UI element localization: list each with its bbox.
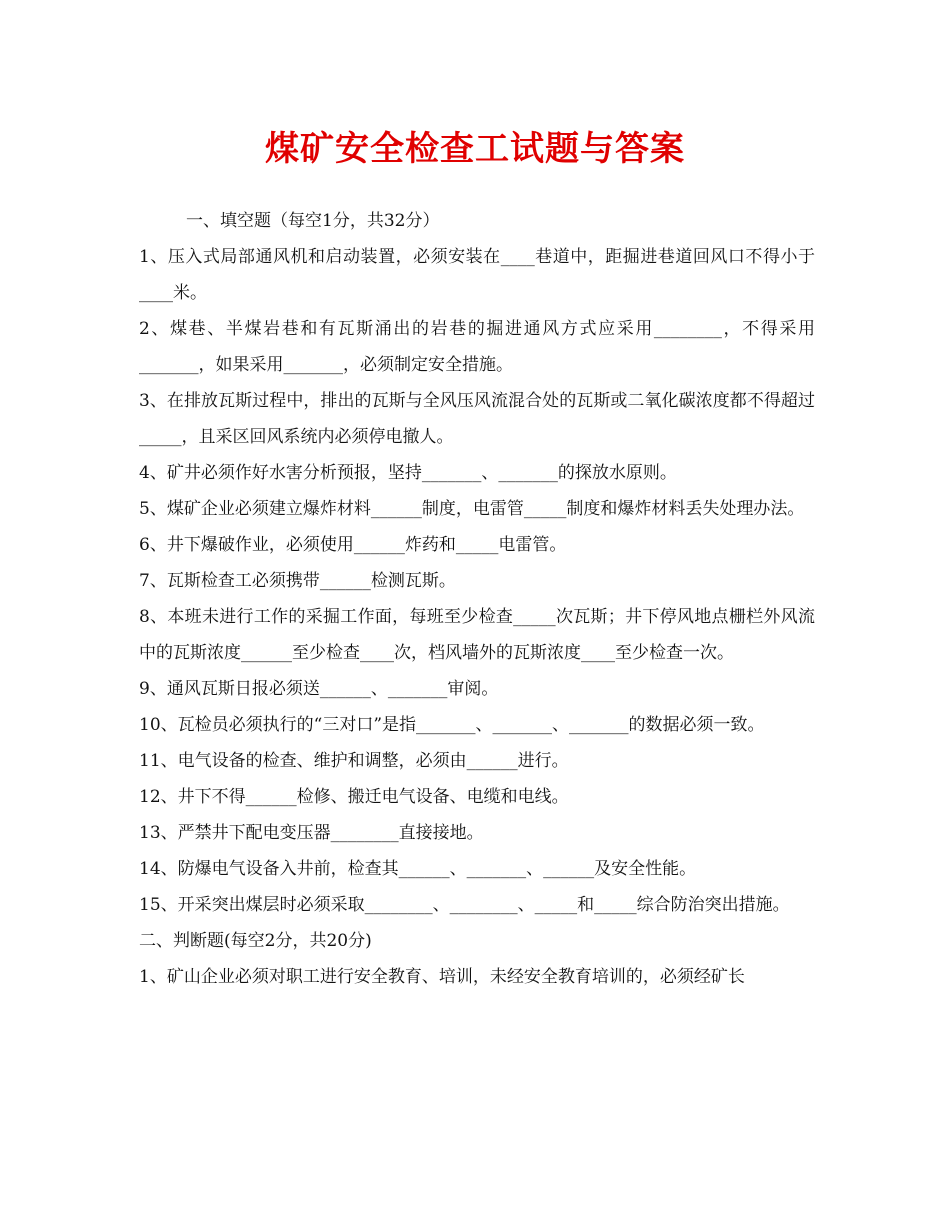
question-1: 1、压入式局部通风机和启动装置，必须安装在____巷道中，距掘进巷道回风口不得小于____米。 (139, 247, 815, 303)
document-body (139, 203, 815, 995)
question-15: 15、开采突出煤层时必须采取________、________、_____和_____综合防治突出措施。 (139, 895, 790, 915)
section-heading-fill-in: 一、填空题（每空1分，共32分） (186, 211, 440, 231)
question-9: 9、通风瓦斯日报必须送______、_______审阅。 (139, 679, 499, 699)
question-4: 4、矿井必须作好水害分析预报，坚持_______、_______的探放水原则。 (139, 463, 677, 483)
tf-question-1: 1、矿山企业必须对职工进行安全教育、培训，未经安全教育培训的，必须经矿长 (139, 967, 745, 987)
question-6: 6、井下爆破作业，必须使用______炸药和_____电雷管。 (139, 535, 567, 555)
question-13: 13、严禁井下配电变压器________直接接地。 (139, 823, 484, 843)
question-5: 5、煤矿企业必须建立爆炸材料______制度，电雷管_____制度和爆炸材料丢失处理办法。 (139, 499, 805, 519)
question-12: 12、井下不得______检修、搬迁电气设备、电缆和电线。 (139, 787, 569, 807)
question-3: 3、在排放瓦斯过程中，排出的瓦斯与全风压风流混合处的瓦斯或二氧化碳浓度都不得超过_____，且采区回风系统内必须停电撤人。 (139, 391, 815, 447)
question-14: 14、防爆电气设备入井前，检查其______、_______、______及安全性能。 (139, 859, 697, 879)
section-heading-true-false: 二、判断题(每空2分，共20分) (139, 931, 372, 951)
question-8: 8、本班未进行工作的采掘工作面，每班至少检查_____次瓦斯；井下停风地点栅栏外风流中的瓦斯浓度______至少检查____次，档风墙外的瓦斯浓度____至少检查一次。 (139, 607, 815, 663)
question-2: 2、煤巷、半煤岩巷和有瓦斯涌出的岩巷的掘进通风方式应采用________，不得采用_______，如果采用_______，必须制定安全措施。 (139, 319, 815, 375)
question-10: 10、瓦检员必须执行的“三对口”是指_______、_______、_______的数据必须一致。 (139, 715, 765, 735)
question-11: 11、电气设备的检查、维护和调整，必须由______进行。 (139, 751, 569, 771)
document-title: 煤矿安全检查工试题与答案 (265, 129, 685, 169)
question-7: 7、瓦斯检查工必须携带______检测瓦斯。 (139, 571, 456, 591)
